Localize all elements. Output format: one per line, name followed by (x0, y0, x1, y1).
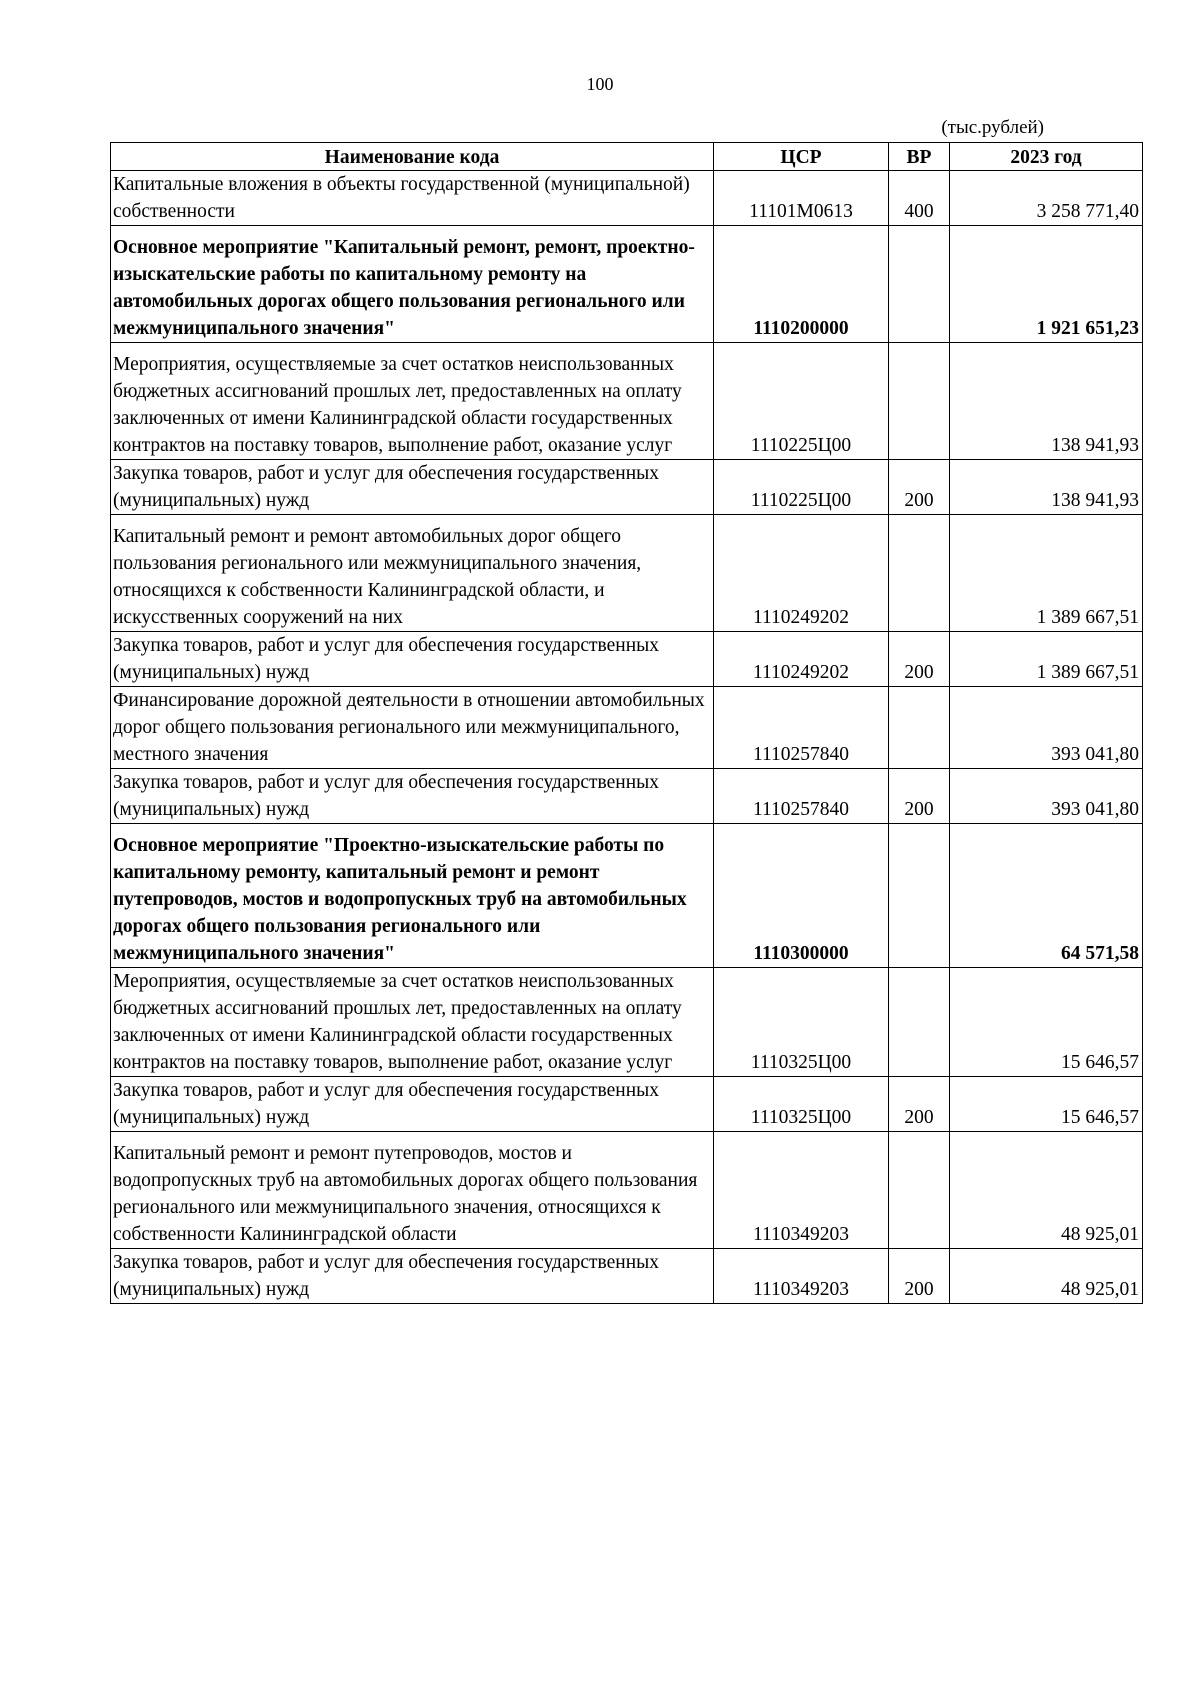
row-vr (889, 226, 950, 343)
row-sum: 1 921 651,23 (950, 226, 1143, 343)
row-vr (889, 1132, 950, 1249)
row-csr: 1110300000 (714, 824, 889, 968)
row-sum: 15 646,57 (950, 968, 1143, 1077)
row-csr: 1110225Ц00 (714, 343, 889, 460)
row-sum: 64 571,58 (950, 824, 1143, 968)
table-header-row (111, 143, 1143, 171)
table-row (111, 171, 1143, 226)
row-sum: 393 041,80 (950, 769, 1143, 824)
table-row (111, 1077, 1143, 1132)
table-body (111, 171, 1143, 1304)
row-sum: 48 925,01 (950, 1249, 1143, 1304)
row-sum: 138 941,93 (950, 343, 1143, 460)
header-name: Наименование кода (111, 143, 714, 171)
header-sum: 2023 год (950, 143, 1143, 171)
header-vr: ВР (889, 143, 950, 171)
row-csr: 1110325Ц00 (714, 968, 889, 1077)
row-sum: 15 646,57 (950, 1077, 1143, 1132)
row-vr: 200 (889, 1249, 950, 1304)
row-sum: 1 389 667,51 (950, 632, 1143, 687)
row-csr: 1110349203 (714, 1132, 889, 1249)
row-csr: 1110349203 (714, 1249, 889, 1304)
row-csr: 1110225Ц00 (714, 460, 889, 515)
row-vr (889, 824, 950, 968)
page-number: 100 (586, 74, 614, 94)
table-row (111, 968, 1143, 1077)
table-row (111, 1132, 1143, 1249)
row-name: Закупка товаров, работ и услуг для обеспечения государственных (муниципальных) нужд (111, 632, 714, 687)
row-name: Закупка товаров, работ и услуг для обеспечения государственных (муниципальных) нужд (111, 769, 714, 824)
row-name: Закупка товаров, работ и услуг для обеспечения государственных (муниципальных) нужд (111, 1249, 714, 1304)
row-name: Закупка товаров, работ и услуг для обеспечения государственных (муниципальных) нужд (111, 1077, 714, 1132)
row-vr (889, 515, 950, 632)
row-vr: 200 (889, 460, 950, 515)
table-row (111, 343, 1143, 460)
row-sum: 393 041,80 (950, 687, 1143, 769)
row-name: Основное мероприятие "Проектно-изыскательские работы по капитальному ремонту, капитальный ремонт и ремонт путепроводов, мостов и водопропускных труб на автомобильных дорогах общего пользования регионального или межмуниципального значения" (111, 824, 714, 968)
table-row (111, 769, 1143, 824)
row-csr: 1110257840 (714, 769, 889, 824)
table-row (111, 515, 1143, 632)
row-vr (889, 968, 950, 1077)
row-sum: 138 941,93 (950, 460, 1143, 515)
row-csr: 1110249202 (714, 632, 889, 687)
table-row (111, 632, 1143, 687)
row-sum: 1 389 667,51 (950, 515, 1143, 632)
row-csr: 1110257840 (714, 687, 889, 769)
row-vr (889, 687, 950, 769)
row-sum: 48 925,01 (950, 1132, 1143, 1249)
row-name: Капитальный ремонт и ремонт путепроводов, мостов и водопропускных труб на автомобильных дорогах общего пользования регионального или межмуниципального значения, относящихся к собственности Калининградской области (111, 1132, 714, 1249)
table-row (111, 460, 1143, 515)
table-row (111, 1249, 1143, 1304)
row-name: Закупка товаров, работ и услуг для обеспечения государственных (муниципальных) нужд (111, 460, 714, 515)
table-row (111, 687, 1143, 769)
row-name: Капитальные вложения в объекты государственной (муниципальной) собственности (111, 171, 714, 226)
row-csr: 1110200000 (714, 226, 889, 343)
row-name: Мероприятия, осуществляемые за счет остатков неиспользованных бюджетных ассигнований прошлых лет, предоставленных на оплату заключенных от имени Калининградской области государственных контрактов на поставку товаров, выполнение работ, оказание услуг (111, 343, 714, 460)
row-name: Капитальный ремонт и ремонт автомобильных дорог общего пользования регионального или межмуниципального значения, относящихся к собственности Калининградской области, и искусственных сооружений на них (111, 515, 714, 632)
table-row (111, 226, 1143, 343)
row-sum: 3 258 771,40 (950, 171, 1143, 226)
row-name: Основное мероприятие "Капитальный ремонт, ремонт, проектно-изыскательские работы по капитальному ремонту на автомобильных дорогах общего пользования регионального или межмуниципального значения" (111, 226, 714, 343)
row-csr: 1110325Ц00 (714, 1077, 889, 1132)
header-csr: ЦСР (714, 143, 889, 171)
row-csr: 11101М0613 (714, 171, 889, 226)
row-vr: 400 (889, 171, 950, 226)
row-name: Финансирование дорожной деятельности в отношении автомобильных дорог общего пользования регионального или межмуниципального, местного значения (111, 687, 714, 769)
units-label: (тыс.рублей) (941, 117, 1044, 138)
budget-table (110, 142, 1143, 1304)
row-vr: 200 (889, 632, 950, 687)
row-vr (889, 343, 950, 460)
row-name: Мероприятия, осуществляемые за счет остатков неиспользованных бюджетных ассигнований прошлых лет, предоставленных на оплату заключенных от имени Калининградской области государственных контрактов на поставку товаров, выполнение работ, оказание услуг (111, 968, 714, 1077)
row-vr: 200 (889, 769, 950, 824)
table-row (111, 824, 1143, 968)
row-vr: 200 (889, 1077, 950, 1132)
row-csr: 1110249202 (714, 515, 889, 632)
